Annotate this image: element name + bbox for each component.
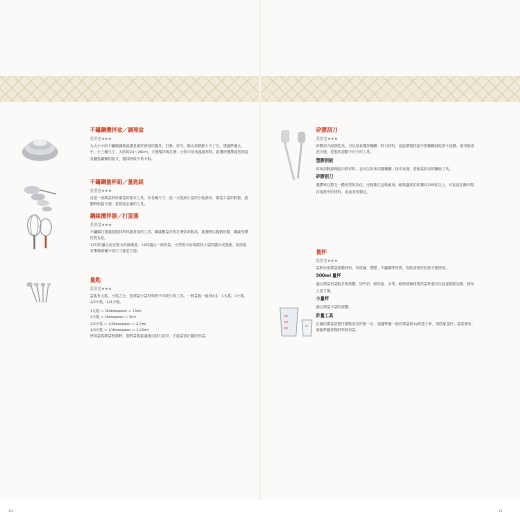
- sub-text: 適合測量少量的液體。: [316, 305, 352, 310]
- item-text: [90, 278, 250, 342]
- item-body: 量匙有大匙、小匙之分，是測量少量材料時不可缺少的工具。一般量匙一組有4支：1大匙、1小匙、1/2小匙、1/4小匙。: [90, 294, 248, 305]
- sub-heading: 塑膠刮板: [316, 158, 334, 164]
- item-difficulty: 重要度★★★: [316, 136, 338, 141]
- item-text: [90, 180, 250, 210]
- measuring-jug-photo-icon: [276, 300, 316, 340]
- item-difficulty: 重要度★★★: [316, 258, 338, 263]
- item-difficulty: 重要度★★★: [90, 286, 112, 291]
- item-difficulty: 重要度★★★: [90, 188, 112, 193]
- item-body: 不鏽鋼打蛋器是攪拌材料最常用的工具，鋼絲數量多的打發效率較高。挑選時以握柄好握、鋼絲有彈性的為佳。 12吋的適合用在較大的調理盆，10吋適合一般份量，小型的可用來攪拌少量的醬汁或蛋液，依照需求準備兩種不同尺寸會更方便。: [90, 230, 249, 254]
- sub-text: 選擇時以整支一體成型的為佳，比較衛生也較耐用。耐熱溫度約在攝氏200度以上，可直接在鍋中攪拌加熱中的材料，用途非常廣泛。: [316, 183, 474, 194]
- item-body: 矽膠刮刀耐熱性高，可以用來攪拌麵糊、拌匀材料，也能將攪拌盆中的麵糊刮乾淨不浪費。使用後清洗方便，是製作甜點不可少的工具。: [316, 144, 475, 155]
- item-body: 量杯用來測量液體材料，有玻璃、塑膠、不鏽鋼等材質，刻度清楚的比較方便使用。: [316, 266, 449, 270]
- sub-heading: 500ml 量杯: [316, 274, 342, 280]
- book-gutter: [259, 0, 261, 500]
- item-difficulty: 重要度★★★: [90, 136, 112, 141]
- spatula-photo-icon: [276, 128, 316, 184]
- conversion-line: 1大匙 = 1tablespoon = 15ml: [90, 308, 142, 313]
- sub-heading: 小量杯: [316, 297, 329, 303]
- sub-text: 適合測量份量較多的液體，如牛奶、鮮奶油、水等。耐熱玻璃材質的量杯還可以直接微波加熱，使用上更方便。: [316, 282, 475, 293]
- conversion-line: 1/4小匙 = 1/4teaspoon = 1.25ml: [90, 328, 149, 333]
- item-text: [90, 128, 250, 164]
- mixing-bowls-photo-icon: [20, 128, 60, 168]
- page-number: 10: [8, 508, 13, 513]
- item-title: 量杯: [316, 250, 327, 256]
- sub-heading: 計量工具: [316, 313, 334, 319]
- item-note: 使用量匙測量粉類時，需將量匙裝滿後用刮刀刮平，才能量得正確的份量。: [90, 334, 209, 339]
- item-text: [90, 214, 250, 257]
- measuring-spoons-photo-icon: [20, 280, 60, 310]
- item-difficulty: 重要度★★★: [90, 222, 112, 227]
- item-title: 矽膠刮刀: [316, 128, 338, 134]
- item-title: 量匙: [90, 278, 101, 284]
- conversion-line: 1小匙 = 1teaspoon = 5ml: [90, 315, 136, 320]
- whisk-photo-icon: [20, 214, 60, 252]
- conversion-line: 1/2小匙 = 1/2teaspoon = 2.5ml: [90, 321, 147, 326]
- sub-heading: 矽膠刮刀: [316, 175, 334, 181]
- item-body: 這是一套測量材料重量的基本工具，有各種尺寸，從一大匙到少量的小匙都有，測量少量的粉類、液體時相當方便，是烘焙必備的工具。: [90, 196, 249, 207]
- item-text: [316, 128, 476, 197]
- sub-text: 正確的測量是製作甜點成功的第一步，建議準備一個可測量到1g的電子秤，再搭配量杯、量匙使用，就能準確掌握材料的份量。: [316, 321, 476, 333]
- item-title: 不鏽鋼攪拌盆／調理盆: [90, 128, 144, 134]
- page-number: 11: [498, 508, 503, 513]
- item-body: 大大小小的不鏽鋼調理盆總是最常使用的器具，打發、拌匀、隔水加熱都少不了它。建議準備大、中、小三種尺寸，大的約24～28cm，方便攪拌與打發；小的可用來盛裝材料。挑選時選擇盆底與盆身圓弧順暢的款式，攪拌時較不易卡料。: [90, 144, 249, 161]
- item-text: [316, 250, 476, 335]
- item-title: 鋼絲攪拌器／打蛋器: [90, 214, 139, 220]
- sub-text: 用來刮除調理盆內的材料，也可以用來切割麵團、抹平表面，是相當好用的輔助工具。: [316, 166, 453, 171]
- item-title: 不鏽鋼量杯組／量匙組: [90, 180, 144, 186]
